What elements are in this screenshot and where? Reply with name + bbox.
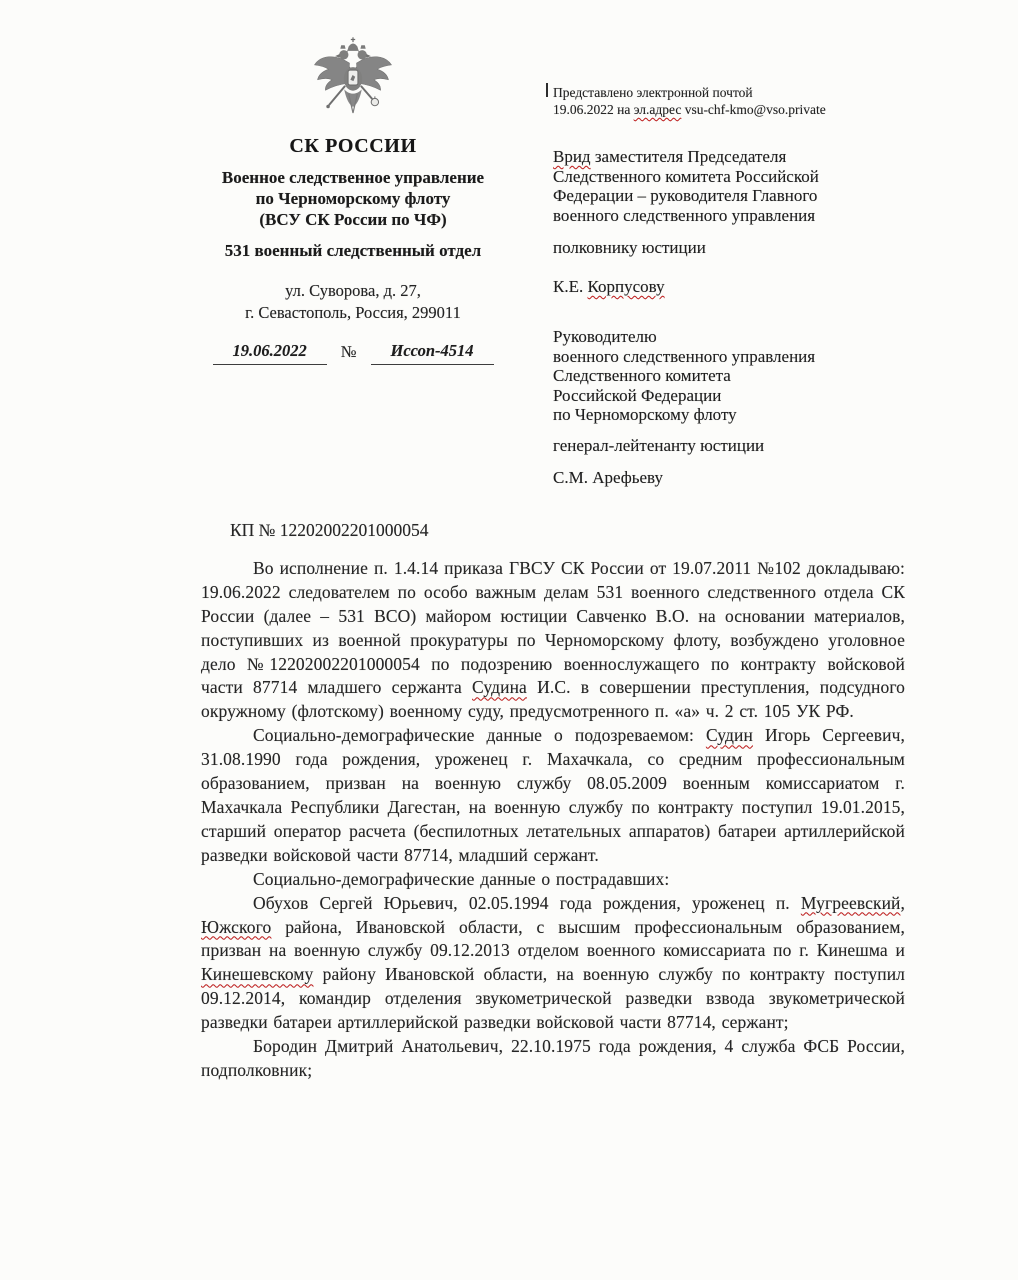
org-subtitle-line: (ВСУ СК России по ЧФ) [259, 210, 447, 229]
misspelled-word: Кинешевскому [201, 964, 314, 985]
addressee-1-name: К.Е. Корпусову [553, 277, 665, 296]
letter-body [201, 519, 905, 1083]
addressee-1-title-line: Следственного комитета Российской [553, 166, 819, 186]
document-date: 19.06.2022 [213, 341, 327, 365]
addressee-2-title-line: Руководителю [553, 327, 657, 346]
org-title: СК РОССИИ [289, 135, 417, 157]
addressee-column [553, 84, 993, 488]
delivery-note-line: 19.06.2022 на эл.адрес vsu-chf-kmo@vso.private [553, 102, 826, 117]
letterhead [183, 36, 523, 365]
addressee-2-title-line: военного следственного управления [553, 346, 816, 366]
org-subtitle-line: по Черноморскому флоту [255, 189, 451, 208]
delivery-note [553, 84, 993, 118]
russia-coat-of-arms-icon [309, 36, 397, 120]
body-paragraph: Социально-демографические данные о подозреваемом: Судин Игорь Сергеевич, 31.08.1990 года рождения, уроженец г. Махачкала, со средним профессиональным образованием, призван на военную службу 08.05.2009 военным комиссариатом г. Махачкала Республики Дагестан, на военную службу по контракту поступил 19.01.2015, старший оператор расчета (беспилотных летательных аппаратов) батареи артиллерийской разведки войсковой части 87714, младший сержант. [201, 725, 905, 865]
misspelled-word: Мугреевский [800, 892, 901, 913]
department-name: 531 военный следственный отдел [224, 241, 482, 260]
case-reference: КП № 12202002201000054 [230, 520, 429, 540]
body-paragraph: Обухов Сергей Юрьевич, 02.05.1994 года рождения, уроженец п. Мугреевский, Южского района, Ивановской области, с высшим профессиональным образованием, призван на военную службу 09.12.2013 отделом военного комиссариата по г. Кинешма и Кинешевскому району Ивановской области, на военную службу по контракту поступил 09.12.2014, командир отделения звукометрической разведки взвода звукометрической разведки батареи артиллерийской разведки войсковой части 87714, сержант; [201, 892, 905, 1033]
address-line: г. Севастополь, Россия, 299011 [245, 303, 461, 322]
addressee-2-rank: генерал-лейтенанту юстиции [553, 435, 765, 455]
postal-address [183, 280, 523, 324]
misspelled-word: Южского [201, 916, 272, 937]
addressee-1-title-line: Федерации – руководителя Главного [553, 186, 818, 205]
addressee-1-title-line: военного следственного управления [553, 205, 816, 225]
misspelled-word: Судин [705, 725, 753, 746]
addressee-1-title-line: Врид заместителя Председателя [553, 147, 787, 166]
addressee-2-title-line: по Черноморскому флоту [553, 405, 737, 424]
document-number: Иссоп-4514 [371, 341, 494, 365]
misspelled-word: Судина [472, 677, 527, 698]
emblem-wrap [183, 36, 523, 120]
addressee-2-title [553, 327, 993, 425]
addressee-2-title-line: Следственного комитета [553, 366, 731, 385]
addressee-2-name: С.М. Арефьеву [553, 467, 663, 487]
delivery-note-line: Представлено электронной почтой [553, 85, 753, 100]
addressee-2-title-line: Российской Федерации [553, 385, 722, 405]
org-subtitle-line: Военное следственное управление [221, 168, 485, 187]
misspelled-word: Врид [553, 147, 591, 166]
misspelled-word: эл.адрес [633, 102, 682, 117]
number-sign: № [340, 342, 357, 361]
org-subtitle [183, 167, 523, 230]
misspelled-word: Корпусову [587, 277, 665, 296]
addressee-1-title [553, 147, 993, 225]
body-paragraph: Бородин Дмитрий Анатольевич, 22.10.1975 года рождения, 4 служба ФСБ России, подполковник; [201, 1036, 905, 1080]
body-paragraph: Во исполнение п. 1.4.14 приказа ГВСУ СК России от 19.07.2011 №102 докладываю: 19.06.2022 следователем по особо важным делам 531 военного следственного отдела СК России (далее – 531 ВСО) майором юстиции Савченко В.О. на основании материалов, поступивших из военной прокуратуры по Черноморскому флоту, возбуждено уголовное дело №12202002201000054 по подозрению военнослужащего по контракту войсковой части 87714 младшего сержанта Судина И.С. в совершении преступления, подсудного окружному (флотскому) военному суду, предусмотренного п. «а» ч. 2 ст. 105 УК РФ. [201, 557, 906, 722]
body-paragraph: Социально-демографические данные о пострадавших: [253, 868, 670, 889]
date-number-line [183, 341, 523, 365]
addressee-1-rank: полковнику юстиции [553, 238, 706, 257]
address-line: ул. Суворова, д. 27, [285, 281, 421, 300]
